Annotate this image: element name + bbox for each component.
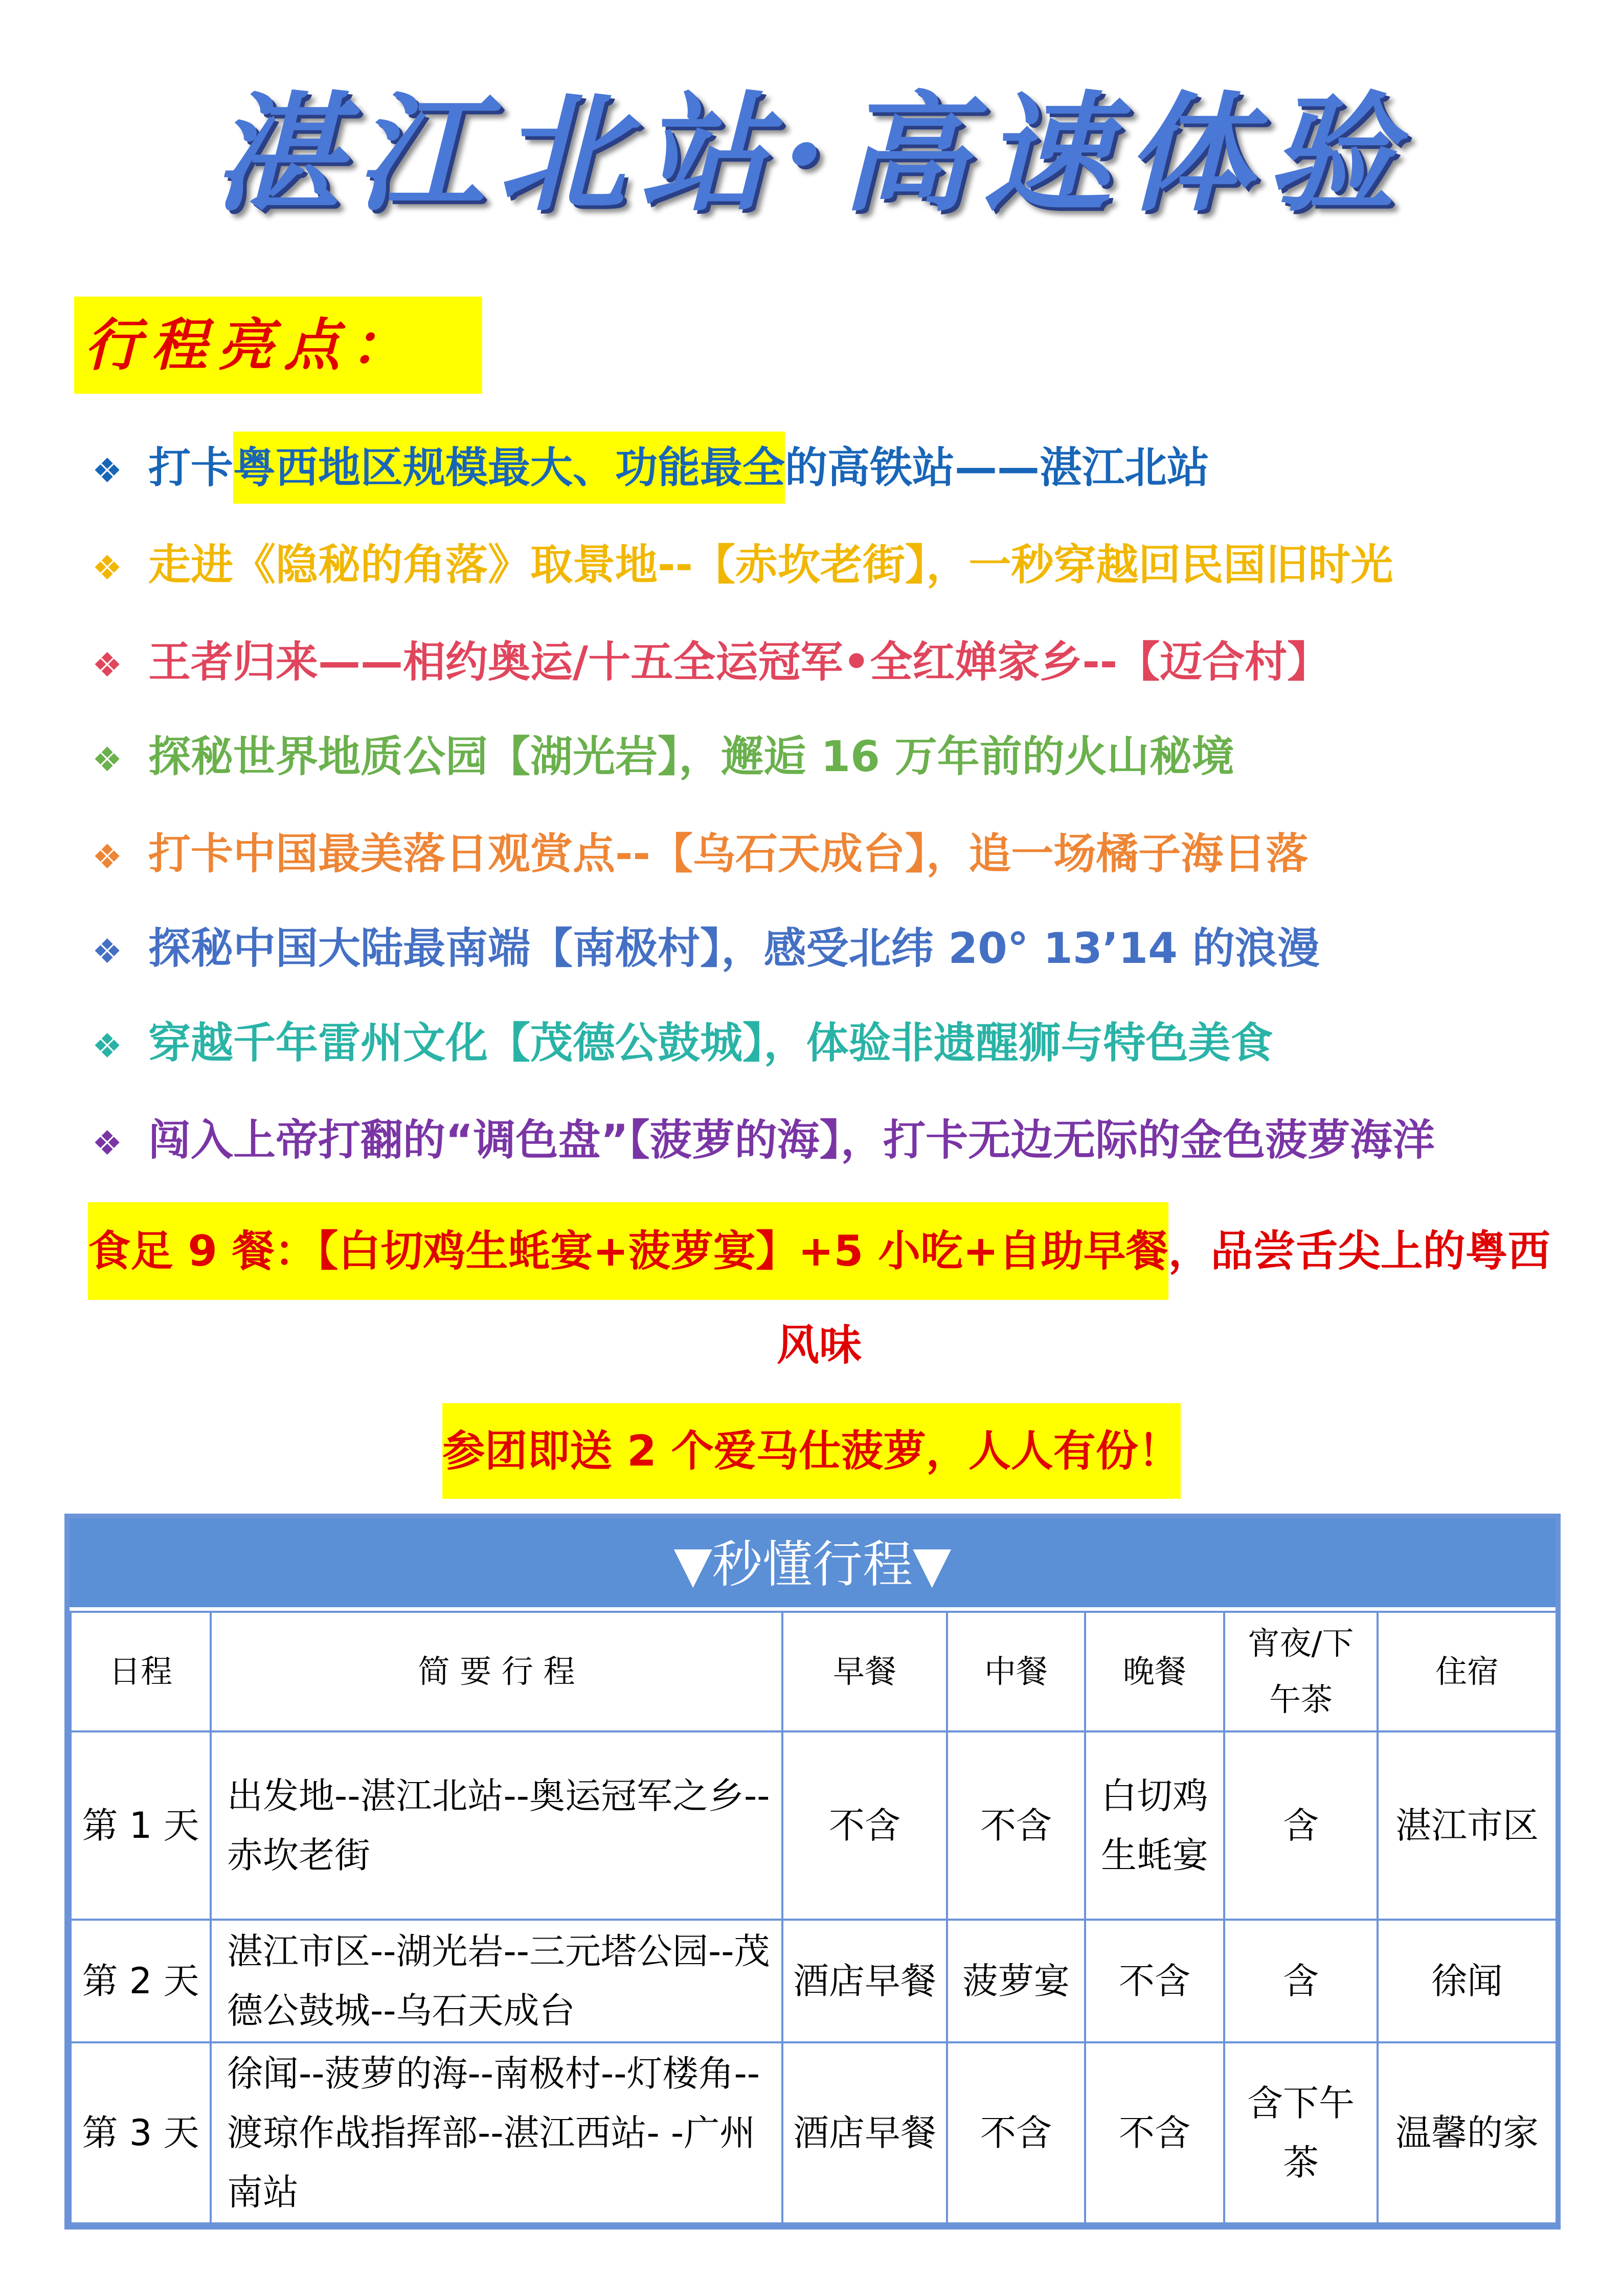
highlight-text: 打卡中国最美落日观赏点--【乌石天成台】，追一场橘子海日落 [148,829,1309,879]
cell-dinner: 不含 [1085,1920,1224,2042]
column-header-stay: 住宿 [1378,1612,1557,1731]
highlight-item [0,905,1623,992]
column-header-dinner: 晚餐 [1085,1612,1224,1731]
cell-day: 第 3 天 [71,2042,211,2223]
highlight-item [0,1097,1623,1184]
highlight-item [0,522,1623,609]
table-header-row [71,1612,1557,1731]
table-row [71,1731,1557,1920]
highlight-text-pre: 打卡 [148,443,233,492]
cell-dinner: 不含 [1085,2042,1224,2223]
column-header-breakfast: 早餐 [782,1612,947,1731]
meal-summary [88,1204,1550,1392]
highlight-text: 走进《隐秘的角落》取景地--【赤坎老街】，一秒穿越回民国旧时光 [148,540,1393,590]
highlight-item [0,811,1623,897]
diamond-bullet-icon: ❖ [92,548,123,588]
cell-stay: 温馨的家 [1378,2042,1557,2223]
cell-dinner: 白切鸡生蚝宴 [1085,1731,1224,1920]
gift-offer [0,1406,1623,1496]
meal-summary-marked: 食足 9 餐：【白切鸡生蚝宴+菠萝宴】+5 小吃+自助早餐 [88,1202,1168,1300]
itinerary-table-header: ▼秒懂行程▼ [70,1519,1556,1611]
highlight-marked-text: 粤西地区规模最大、功能最全 [233,432,785,504]
diamond-bullet-icon: ❖ [92,1026,123,1066]
cell-snack: 含下午茶 [1224,2042,1378,2223]
highlights-heading: 行程亮点： [74,297,482,394]
table-row [71,2042,1557,2223]
column-header-brief: 简 要 行 程 [211,1612,782,1731]
cell-breakfast: 不含 [782,1731,947,1920]
itinerary-table [70,1611,1558,2224]
cell-lunch: 菠萝宴 [947,1920,1085,2042]
cell-brief: 出发地--湛江北站--奥运冠军之乡--赤坎老街 [211,1731,782,1920]
cell-snack: 含 [1224,1731,1378,1920]
highlight-text: 探秘世界地质公园【湖光岩】，邂逅 16 万年前的火山秘境 [148,732,1234,781]
highlight-text: 王者归来——相约奥运/十五全运冠军•全红婵家乡--【迈合村】 [148,637,1330,687]
highlight-text-post: 的高铁站——湛江北站 [785,443,1209,492]
column-header-lunch: 中餐 [947,1612,1085,1731]
column-header-snack: 宵夜/下午茶 [1224,1612,1378,1731]
cell-stay: 徐闻 [1378,1920,1557,2042]
diamond-bullet-icon: ❖ [92,837,123,876]
page-title: 湛江北站·高速体验 [213,78,1410,229]
cell-lunch: 不含 [947,1731,1085,1920]
highlight-text: 探秘中国大陆最南端【南极村】，感受北纬 20° 13’14 的浪漫 [148,924,1320,973]
highlight-item [0,424,1623,511]
highlight-item [0,1000,1623,1087]
cell-stay: 湛江市区 [1378,1731,1557,1920]
highlight-text: 穿越千年雷州文化【茂德公鼓城】，体验非遗醒狮与特色美食 [148,1018,1273,1068]
diamond-bullet-icon: ❖ [92,740,123,779]
highlight-text: 闯入上帝打翻的“调色盘”【菠萝的海】，打卡无边无际的金色菠萝海洋 [148,1115,1435,1165]
cell-lunch: 不含 [947,2042,1085,2223]
highlight-item [0,619,1623,706]
diamond-bullet-icon: ❖ [92,1123,123,1163]
cell-day: 第 1 天 [71,1731,211,1920]
cell-breakfast: 酒店早餐 [782,2042,947,2223]
cell-snack: 含 [1224,1920,1378,2042]
cell-breakfast: 酒店早餐 [782,1920,947,2042]
diamond-bullet-icon: ❖ [92,645,123,685]
diamond-bullet-icon: ❖ [92,451,123,490]
column-header-day: 日程 [71,1612,211,1731]
itinerary-table-card [64,1514,1561,2230]
cell-day: 第 2 天 [71,1920,211,2042]
gift-offer-text: 参团即送 2 个爱马仕菠萝，人人有份！ [442,1403,1181,1499]
meal-summary-rest: ，品尝舌尖上的粤西风味 [777,1226,1550,1370]
cell-brief: 湛江市区--湖光岩--三元塔公园--茂德公鼓城--乌石天成台 [211,1920,782,2042]
highlight-item [0,713,1623,800]
cell-brief: 徐闻--菠萝的海--南极村--灯楼角--渡琼作战指挥部--湛江西站- -广州南站 [211,2042,782,2223]
table-row [71,1920,1557,2042]
diamond-bullet-icon: ❖ [92,932,123,971]
